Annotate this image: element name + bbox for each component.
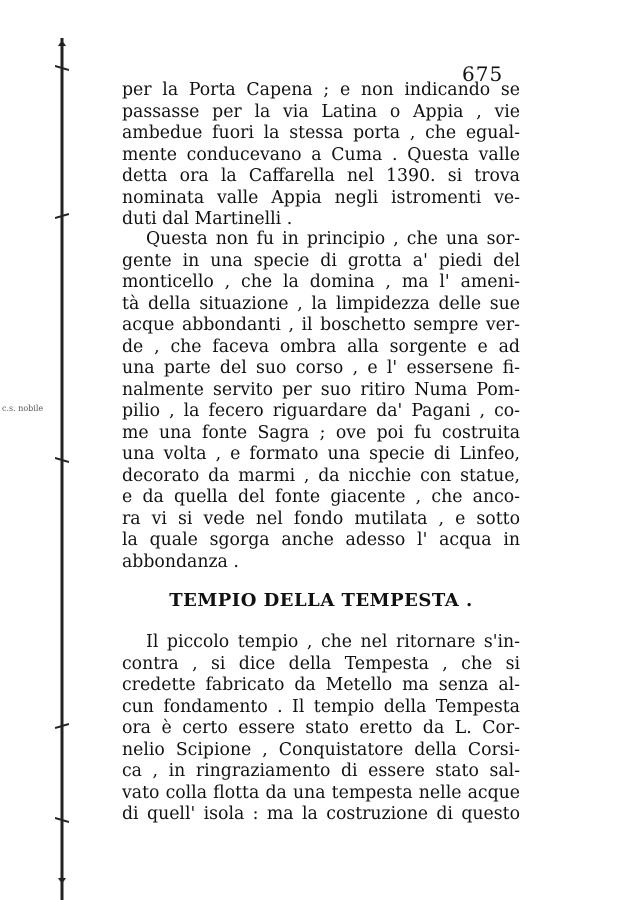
text-line: ca , in ringraziamento di essere stato sal- (122, 761, 520, 781)
text-line: e da quella del fonte giacente , che anco- (122, 487, 520, 507)
paragraph-continuation (122, 80, 520, 231)
text-line: Questa non fu in principio , che una sor- (146, 229, 520, 249)
text-line: tà della situazione , la limpidezza delle sue (122, 293, 520, 314)
text-line: de , che faceva ombra alla sorgente e ad (122, 336, 520, 357)
text-line: monticello , che la domina , ma l' ameni- (122, 272, 520, 292)
text-line: la quale sgorga anche adesso l' acqua in (122, 530, 520, 550)
text-line: cun fondamento . Il tempio della Tempesta (122, 696, 520, 717)
text-line: me una fonte Sagra ; ove poi fu costruita (122, 422, 520, 443)
text-line: di quell' isola : ma la costruzione di questo (122, 804, 520, 824)
text-line: mente conducevano a Cuma . Questa valle (122, 144, 520, 165)
text-line: detta ora la Caffarella nel 1390. si trova (122, 166, 520, 186)
text-line: contra , si dice della Tempesta , che si (122, 653, 520, 674)
text-line: vato colla flotta da una tempesta nelle acque (122, 782, 520, 803)
text-line: ora è certo essere stato eretto da L. Cor- (122, 718, 520, 738)
text-line: nelio Scipione , Conquistatore della Corsi- (122, 739, 520, 760)
text-line: abbondanza . (122, 551, 239, 572)
text-line: Il piccolo tempio , che nel ritornare s'in- (146, 632, 520, 652)
text-line: una parte del suo corso , e l' essersene fi- (122, 358, 520, 378)
page-number: 675 (462, 62, 504, 86)
text-line: per la Porta Capena ; e non indicando se (122, 80, 520, 100)
margin-note: c.s. nobile (2, 404, 44, 413)
text-line: una volta , e formato una specie di Linfeo, (122, 444, 520, 464)
section-title: TEMPIO DELLA TEMPESTA . (169, 590, 473, 611)
text-line: duti dal Martinelli . (122, 209, 293, 229)
text-line: ra vi si vede nel fondo mutilata , e sotto (122, 508, 520, 529)
text-line: decorato da marmi , da nicchie con statue, (122, 465, 520, 486)
binding-thread (55, 38, 69, 900)
text-line: credette fabricato da Metello ma senza al- (122, 675, 520, 695)
text-line: acque abbondanti , il boschetto sempre ver- (122, 315, 520, 335)
text-line: pilio , la fecero riguardare da' Pagani , co- (122, 401, 520, 421)
text-line: nalmente servito per suo ritiro Numa Pom- (122, 379, 520, 400)
text-line: nominata valle Appia negli istromenti ve- (122, 187, 520, 208)
text-line: gente in una specie di grotta a' piedi del (122, 250, 520, 271)
text-line: ambedue fuori la stessa porta , che egual- (122, 123, 520, 143)
paragraph-tempest-temple (122, 632, 520, 826)
text-line: passasse per la via Latina o Appia , vie (122, 101, 520, 122)
paragraph-fountain (122, 229, 520, 573)
